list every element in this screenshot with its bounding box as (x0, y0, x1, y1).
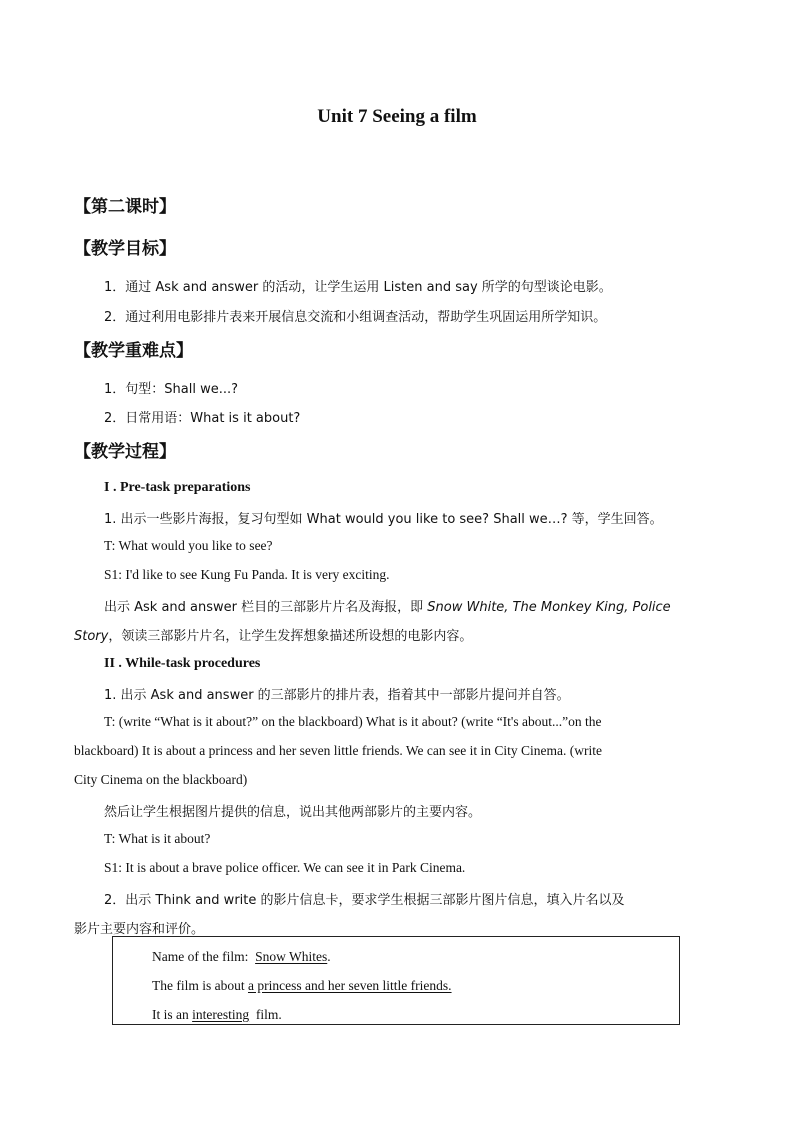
goal-item: 1．通过 Ask and answer 的活动，让学生运用 Listen and say 所学的句型谈论电影。 (104, 280, 612, 295)
card-rating-label: It is an (152, 1007, 189, 1022)
dialogue-line: T: What is it about? (104, 831, 211, 846)
dialogue-line: blackboard) It is about a princess and her seven little friends. We can see it in City Cinema. (write (74, 743, 603, 758)
dialogue-line: S1: I'd like to see Kung Fu Panda. It is very exciting. (104, 567, 390, 582)
heading-process: 【教学过程】 (74, 442, 176, 462)
key-point-item: 2．日常用语：What is it about? (104, 411, 301, 426)
paragraph-line (74, 625, 472, 644)
card-rating-value: interesting (192, 1007, 250, 1022)
heading-lesson: 【第二课时】 (74, 197, 176, 217)
paragraph-line: 影片主要内容和评价。 (74, 922, 205, 937)
paragraph-line: 然后让学生根据图片提供的信息，说出其他两部影片的主要内容。 (104, 805, 482, 820)
film-titles: Snow White, The Monkey King, Police (427, 600, 671, 615)
document-title: Unit 7 Seeing a film (317, 106, 477, 127)
card-name-end: . (327, 949, 331, 964)
paragraph-text: ，领读三部影片片名，让学生发挥想象描述所设想的电影内容。 (108, 629, 473, 644)
dialogue-line: S1: It is about a brave police officer. We can see it in Park Cinema. (104, 860, 466, 875)
goal-item: 2．通过利用电影排片表来开展信息交流和小组调查活动，帮助学生巩固运用所学知识。 (104, 310, 607, 325)
dialogue-line: T: (write “What is it about?” on the blackboard) What is it about? (write “It's about...”on the (104, 714, 602, 729)
card-about-value: a princess and her seven little friends. (247, 978, 452, 993)
card-about-row (152, 978, 452, 994)
film-title: Story (74, 629, 109, 644)
card-name-row (152, 949, 331, 965)
heading-goals: 【教学目标】 (74, 239, 176, 259)
paragraph-text: 出示 Ask and answer 栏目的三部影片片名及海报，即 (104, 600, 428, 615)
film-info-card (112, 936, 680, 1025)
section-heading-while-task: II . While-task procedures (104, 656, 261, 671)
dialogue-line: City Cinema on the blackboard) (74, 772, 248, 787)
card-about-label: The film is about (152, 978, 245, 993)
card-name-label: Name of the film: (152, 949, 249, 964)
card-rating-row (152, 1007, 282, 1023)
card-name-value: Snow Whites (255, 949, 328, 964)
section-heading-pre-task: I . Pre-task preparations (104, 480, 251, 495)
dialogue-line: T: What would you like to see? (104, 538, 273, 553)
heading-key-points: 【教学重难点】 (74, 341, 193, 361)
key-point-item: 1．句型：Shall we...? (104, 382, 239, 397)
paragraph-line: 2．出示 Think and write 的影片信息卡，要求学生根据三部影片图片信息，填入片名以及 (104, 893, 625, 908)
card-rating-end: film. (255, 1007, 282, 1022)
paragraph-line: 1. 出示 Ask and answer 的三部影片的排片表，指着其中一部影片提问并自答。 (104, 688, 570, 703)
paragraph-line: 1. 出示一些影片海报，复习句型如 What would you like to see? Shall we…? 等，学生回答。 (104, 512, 663, 527)
paragraph-line (104, 596, 671, 615)
